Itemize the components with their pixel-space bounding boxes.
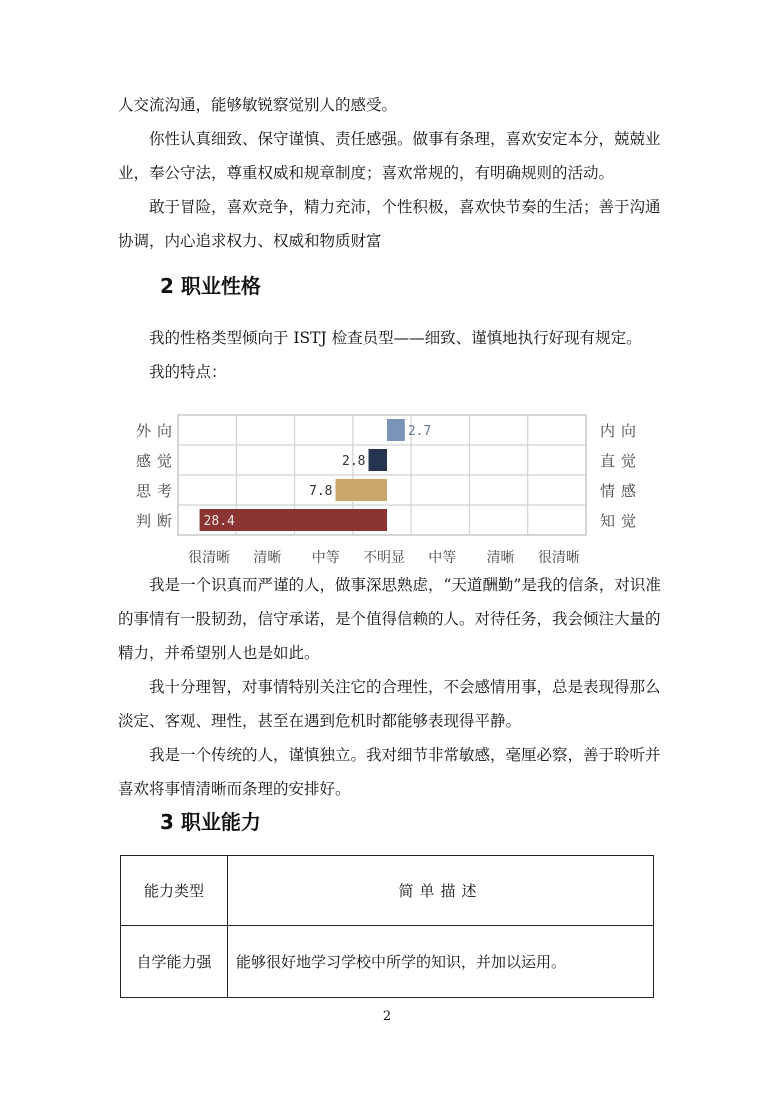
table-row — [121, 926, 654, 998]
intro-paragraph-1: 你性认真细致、保守谨慎、责任感强。做事有条理，喜欢安定本分，兢兢业业，奉公守法，尊重权威和规章制度；喜欢常规的，有明确规则的活动。 — [118, 130, 661, 182]
body-paragraph-2: 我十分理智，对事情特别关注它的合理性，不会感情用事，总是表现得那么淡定、客观、理性，甚至在遇到危机时都能够表现得平静。 — [118, 678, 661, 730]
chart-row-label-left: 感觉 — [136, 452, 179, 470]
chart-row-label-left: 外向 — [136, 422, 179, 440]
chart-data-label: 28.4 — [203, 514, 235, 529]
chart-data-label: 2.7 — [407, 424, 432, 439]
chart-row-label-right: 情感 — [600, 482, 643, 500]
body-paragraph-1: 我是一个识真而严谨的人，做事深思熟虑，“天道酬勤”是我的信条，对识准的事情有一股韧劲，信守承诺，是个值得信赖的人。对待任务，我会倾注大量的精力，并希望别人也是如此。 — [118, 576, 661, 662]
chart-data-label: 7.8 — [309, 484, 333, 499]
chart-bar — [387, 419, 405, 441]
table-header-type: 能力类型 — [121, 856, 228, 926]
chart-x-tick-label: 中等 — [428, 550, 457, 566]
body-paragraph-3: 我是一个传统的人，谨慎独立。我对细节非常敏感，毫厘必察，善于聆听并喜欢将事情清晰而条理的安排好。 — [118, 746, 661, 798]
chart-x-tick-label: 清晰 — [253, 550, 282, 566]
chart-row-label-left: 判断 — [136, 512, 179, 530]
chart-x-tick-label: 很清晰 — [188, 550, 231, 566]
page-number: 2 — [382, 1009, 392, 1024]
chart-bar — [369, 449, 387, 471]
chart-x-tick-label: 清晰 — [486, 550, 515, 566]
chart-x-tick-label: 很清晰 — [537, 550, 580, 566]
chart-row-label-right: 内向 — [600, 422, 643, 440]
chart-data-label: 2.8 — [342, 454, 366, 469]
chart-x-tick-label: 中等 — [311, 550, 340, 566]
section-2-heading: 2 职业性格 — [160, 274, 261, 298]
personality-chart — [118, 402, 648, 572]
traits-label: 我的特点： — [149, 363, 227, 381]
table-header-desc: 简单描述 — [228, 856, 654, 926]
ability-table — [120, 855, 654, 998]
chart-row-label-right: 知觉 — [600, 512, 643, 530]
intro-paragraph-0: 人交流沟通，能够敏锐察觉别人的感受。 — [118, 96, 398, 114]
table-cell-desc: 能够很好地学习学校中所学的知识，并加以运用。 — [228, 926, 654, 998]
personality-type-line: 我的性格类型倾向于 ISTJ 检查员型——细致、谨慎地执行好现有规定。 — [149, 329, 642, 347]
intro-paragraph-2: 敢于冒险，喜欢竞争，精力充沛，个性积极，喜欢快节奏的生活；善于沟通协调，内心追求权力、权威和物质财富 — [118, 198, 661, 250]
section-3-heading: 3 职业能力 — [160, 810, 261, 834]
table-header-row — [121, 856, 654, 926]
chart-x-tick-label: 不明显 — [363, 550, 405, 566]
chart-row-label-right: 直觉 — [600, 452, 643, 470]
chart-bar — [336, 479, 387, 501]
table-cell-type: 自学能力强 — [121, 926, 228, 998]
chart-row-label-left: 思考 — [136, 482, 179, 500]
